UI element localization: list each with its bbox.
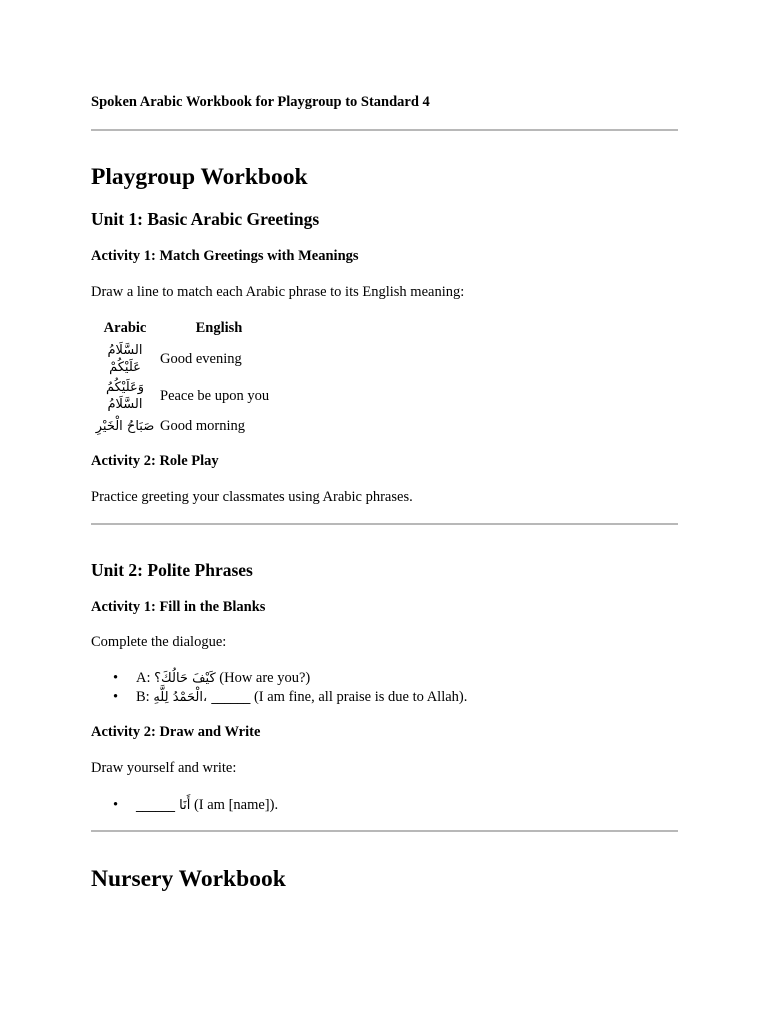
section-title-nursery: Nursery Workbook: [91, 866, 286, 892]
table-header-row: [91, 319, 279, 341]
table-cell-english: Good evening: [160, 351, 242, 367]
divider: [91, 830, 678, 832]
section-title-playgroup: Playgroup Workbook: [91, 164, 308, 190]
document-header: Spoken Arabic Workbook for Playgroup to Standard 4: [91, 94, 430, 110]
write-list: [91, 796, 278, 815]
table-cell-english: Peace be upon you: [160, 388, 270, 404]
dialogue-list: [91, 669, 467, 707]
unit-1-activity-2-instruction: Practice greeting your classmates using Arabic phrases.: [91, 489, 413, 505]
list-item: [91, 688, 467, 707]
divider: [91, 523, 678, 525]
dialogue-translation: (How are you?): [215, 670, 311, 686]
unit-2-activity-1-instruction: Complete the dialogue:: [91, 634, 227, 650]
table-cell-arabic: وَعَلَيْكُمُ السَّلَامُ: [105, 380, 145, 412]
table-row: [91, 377, 279, 415]
table-cell-arabic: صَبَاحُ الْخَيْرِ: [95, 418, 155, 434]
table-cell-arabic: السَّلَامُ عَلَيْكُمْ: [107, 343, 143, 375]
unit-1-activity-1-instruction: Draw a line to match each Arabic phrase to its English meaning:: [91, 284, 465, 300]
unit-1-activity-2-title: Activity 2: Role Play: [91, 453, 219, 469]
column-header-english: English: [195, 320, 243, 336]
bullet-icon: •: [113, 670, 119, 686]
unit-2-activity-2-instruction: Draw yourself and write:: [91, 760, 237, 776]
unit-2-activity-1-title: Activity 1: Fill in the Blanks: [91, 599, 266, 615]
write-arabic: أَنَا ______: [136, 798, 191, 813]
dialogue-arabic: كَيْفَ حَالُكَ؟: [154, 671, 216, 686]
divider: [91, 129, 678, 131]
dialogue-arabic: ______ ،الْحَمْدُ لِلَّهِ: [153, 690, 251, 705]
dialogue-speaker: B:: [136, 689, 154, 705]
greetings-match-table: [91, 319, 279, 437]
table-row: [91, 341, 279, 377]
write-translation: (I am [name]).: [190, 797, 279, 813]
unit-1-activity-1-title: Activity 1: Match Greetings with Meanings: [91, 248, 359, 264]
table-row: [91, 415, 279, 437]
bullet-icon: •: [113, 797, 119, 813]
unit-2-activity-2-title: Activity 2: Draw and Write: [91, 724, 261, 740]
unit-1-title: Unit 1: Basic Arabic Greetings: [91, 209, 320, 229]
list-item: [91, 796, 278, 815]
table-cell-english: Good morning: [160, 418, 245, 434]
column-header-arabic: Arabic: [103, 320, 147, 336]
dialogue-speaker: A:: [136, 670, 155, 686]
dialogue-translation: (I am fine, all praise is due to Allah).: [250, 689, 468, 705]
unit-2-title: Unit 2: Polite Phrases: [91, 560, 253, 580]
list-item: [91, 669, 467, 688]
bullet-icon: •: [113, 689, 119, 705]
